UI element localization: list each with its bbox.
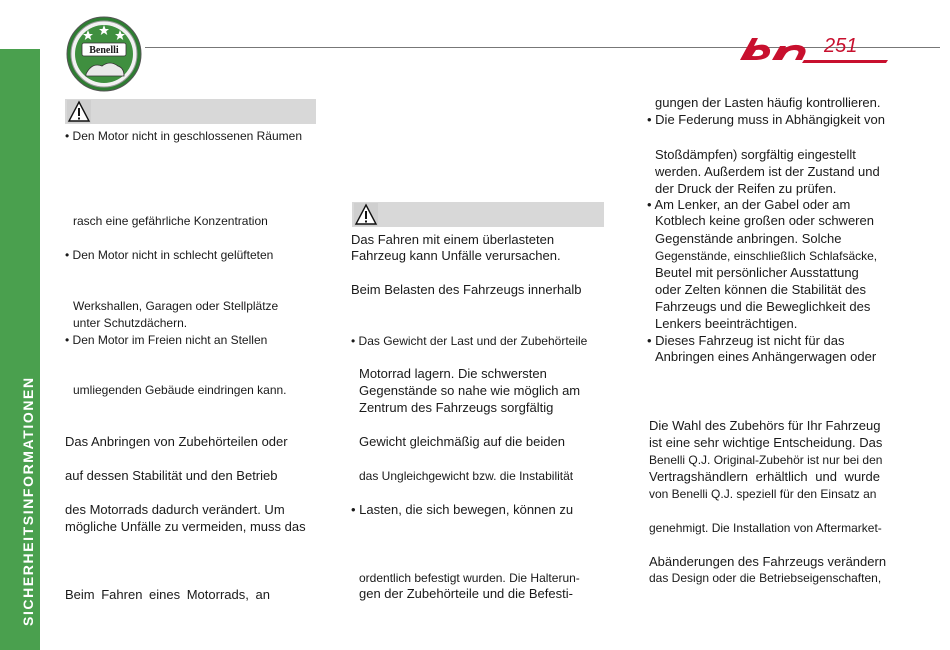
text-line: das Design oder die Betriebseigenschaften, (649, 571, 882, 585)
warning-triangle-icon (354, 203, 378, 226)
text-line: Gegenstände, einschließlich Schlafsäcke, (655, 249, 878, 263)
text-line: oder Zelten können die Stabilität des (655, 282, 867, 297)
text-line: Gegenstände so nahe wie möglich am (359, 383, 581, 398)
text-line: rasch eine gefährliche Konzentration (73, 214, 268, 228)
text-line: des Motorrads dadurch verändert. Um (65, 502, 285, 517)
text-line: gen der Zubehörteile und die Befesti- (359, 586, 573, 601)
svg-text:Benelli: Benelli (89, 45, 119, 56)
text-line: Fahrzeug kann Unfälle verursachen. (351, 248, 561, 263)
text-line: Fahrzeugs und die Beweglichkeit des (655, 299, 871, 314)
text-line: Das Anbringen von Zubehörteilen oder (65, 434, 288, 449)
text-line: • Den Motor im Freien nicht an Stellen (65, 333, 268, 347)
warning-triangle-icon (67, 100, 91, 123)
text-line: unter Schutzdächern. (73, 316, 188, 330)
text-line: • Das Gewicht der Last und der Zubehörteile (351, 334, 588, 348)
text-line: Werkshallen, Garagen oder Stellplätze (73, 299, 279, 313)
text-line: Zentrum des Fahrzeugs sorgfältig (359, 400, 554, 415)
text-line: Beim Belasten des Fahrzeugs innerhalb (351, 282, 582, 297)
text-line: Beim Fahren eines Motorrads, an (65, 587, 270, 602)
text-line: der Druck der Reifen zu prüfen. (655, 181, 837, 196)
text-line: von Benelli Q.J. speziell für den Einsatz an (649, 487, 877, 501)
text-line: Kotblech keine großen oder schweren (655, 213, 874, 228)
text-line: Stoßdämpfen) sorgfältig eingestellt (655, 147, 856, 162)
text-line: Benelli Q.J. Original-Zubehör ist nur bei den (649, 453, 883, 467)
text-line: umliegenden Gebäude eindringen kann. (73, 383, 287, 397)
text-line: auf dessen Stabilität und den Betrieb (65, 468, 278, 483)
text-line: Gegenstände anbringen. Solche (655, 231, 842, 246)
section-title: SICHERHEITSINFORMATIONEN (20, 376, 36, 626)
text-line: werden. Außerdem ist der Zustand und (655, 164, 880, 179)
text-line: • Den Motor nicht in schlecht gelüfteten (65, 248, 274, 262)
warning-bar (352, 202, 604, 227)
text-line: das Ungleichgewicht bzw. die Instabilität (359, 469, 574, 483)
text-line: Abänderungen des Fahrzeugs verändern (649, 554, 887, 569)
text-line: Die Wahl des Zubehörs für Ihr Fahrzeug (649, 418, 881, 433)
text-line: Lenkers beeinträchtigen. (655, 316, 798, 331)
text-line: • Den Motor nicht in geschlossenen Räumen (65, 129, 302, 143)
text-line: • Lasten, die sich bewegen, können zu (351, 502, 574, 517)
benelli-logo (66, 16, 142, 92)
warning-bar (65, 99, 316, 124)
text-line: Gewicht gleichmäßig auf die beiden (359, 434, 565, 449)
text-line: • Die Federung muss in Abhängigkeit von (647, 112, 885, 127)
text-line: Anbringen eines Anhängerwagen oder (655, 349, 877, 364)
text-line: gungen der Lasten häufig kontrollieren. (655, 95, 881, 110)
text-line: • Dieses Fahrzeug ist nicht für das (647, 333, 845, 348)
bn251-model-logo (738, 30, 898, 66)
text-line: ist eine sehr wichtige Entscheidung. Das (649, 435, 883, 450)
svg-text:251: 251 (824, 35, 858, 57)
text-line: • Am Lenker, an der Gabel oder am (647, 197, 851, 212)
text-line: mögliche Unfälle zu vermeiden, muss das (65, 519, 306, 534)
text-line: Motorrad lagern. Die schwersten (359, 366, 547, 381)
text-line: Vertragshändlern erhältlich und wurde (649, 469, 880, 484)
text-line: Beutel mit persönlicher Ausstattung (655, 265, 859, 280)
text-line: Das Fahren mit einem überlasteten (351, 232, 555, 247)
text-line: genehmigt. Die Installation von Aftermarket- (649, 521, 882, 535)
text-line: ordentlich befestigt wurden. Die Halterun- (359, 571, 580, 585)
